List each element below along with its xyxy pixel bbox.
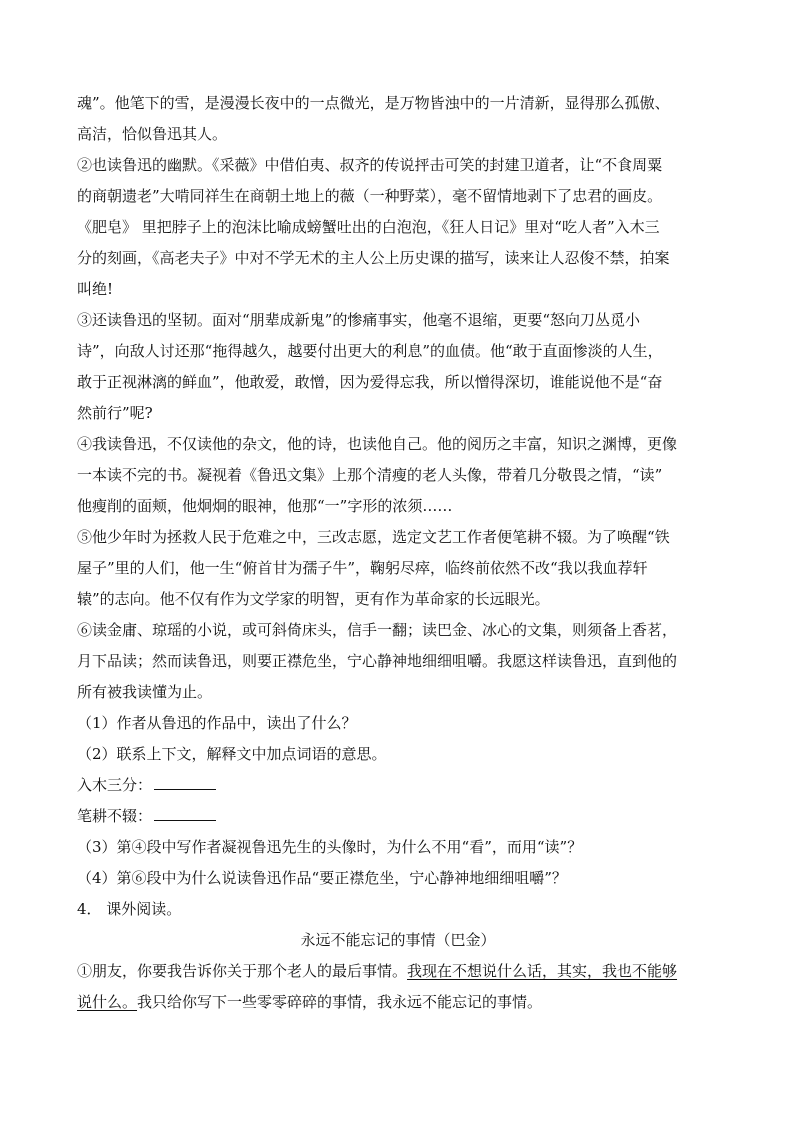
article-text: ①朋友，你要我告诉你关于那个老人的最后事情。: [77, 962, 408, 980]
article-title: 永远不能忘记的事情（巴金）: [300, 931, 496, 949]
paragraph-4-line: ④我读鲁迅，不仅读他的杂文，他的诗，也读他自己。他的阅历之丰富，知识之渊博，更像: [77, 435, 678, 453]
paragraph-5-line: 屋子”里的人们，他一生“俯首甘为孺子牛”，鞠躬尽瘁，临终前依然不改“我以我血荐轩: [77, 559, 648, 577]
paragraph-3-line: 敢于正视淋漓的鲜血”，他敢爱，敢憎，因为爱得忘我，所以憎得深切，谁能说他不是“奋: [77, 373, 663, 391]
term-1-answer-blank[interactable]: [154, 775, 216, 790]
paragraph-2-line: 叫绝!: [77, 280, 114, 298]
term-1-row: [77, 770, 719, 801]
section-4-heading: 4． 课外阅读。: [77, 900, 182, 918]
paragraph-2-line: 分的刻画，《高老夫子》中对不学无术的主人公上历史课的描写，读来让人忍俊不禁，拍案: [77, 249, 670, 267]
term-2-row: [77, 801, 719, 832]
paragraph-4-line: 他瘦削的面颊，他炯炯的眼神，他那“一”字形的浓须……: [77, 497, 453, 515]
paragraph-5-line: 辕”的志向。他不仅有作为文学家的明智，更有作为革命家的长远眼光。: [77, 590, 550, 608]
term-2-answer-blank[interactable]: [154, 806, 216, 821]
paragraph-3-line: ③还读鲁迅的坚韧。面对“朋辈成新鬼”的惨痛事实，他毫不退缩，更要“怒向刀丛觅小: [77, 311, 641, 329]
paragraph-6-line: 月下品读；然而读鲁迅，则要正襟危坐，宁心静神地细细咀嚼。我愿这样读鲁迅，直到他的: [77, 652, 678, 670]
paragraph-6-line: ⑥读金庸、琼瑶的小说，或可斜倚床头，信手一翻；读巴金、冰心的文集，则须备上香茗，: [77, 621, 678, 639]
question-2: （2）联系上下文，解释文中加点词语的意思。: [77, 745, 387, 763]
passage-line: 高洁，恰似鲁迅其人。: [77, 125, 228, 143]
document-page: [77, 88, 719, 1018]
paragraph-3-line: 诗”，向敌人讨还那“拖得越久，越要付出更大的利息”的血债。他“敢于直面惨淡的人生，: [77, 342, 663, 360]
paragraph-5-line: ⑤他少年时为拯救人民于危难之中，三改志愿，选定文艺工作者便笔耕不辍。为了唤醒“铁: [77, 528, 670, 546]
article-paragraph-1-line: [77, 987, 719, 1018]
article-text: 我只给你写下一些零零碎碎的事情，我永远不能忘记的事情。: [137, 993, 543, 1011]
paragraph-2-line: 《肥皂》 里把脖子上的泡沫比喻成螃蟹吐出的白泡泡，《狂人日记》里对“吃人者”入木三: [77, 218, 660, 236]
paragraph-6-line: 所有被我读懂为止。: [77, 683, 213, 701]
article-paragraph-1-line: [77, 956, 719, 987]
paragraph-2-line: ②也读鲁迅的幽默。《采薇》中借伯夷、叔齐的传说抨击可笑的封建卫道者，让“不食周粟: [77, 156, 663, 174]
underlined-sentence: 我现在不想说什么话，其实，我也不能够: [407, 962, 678, 980]
question-4: （4）第⑥段中为什么说读鲁迅作品“要正襟危坐，宁心静神地细细咀嚼”？: [77, 869, 567, 887]
term-1-label: 入木三分：: [77, 776, 153, 794]
question-3: （3）第④段中写作者凝视鲁迅先生的头像时，为什么不用“看”，而用“读”？: [77, 838, 583, 856]
paragraph-4-line: 一本读不完的书。凝视着《鲁迅文集》上那个清瘦的老人头像，带着几分敬畏之情，“读”: [77, 466, 663, 484]
term-2-label: 笔耕不辍：: [77, 807, 153, 825]
underlined-sentence: 说什么。: [77, 993, 138, 1011]
passage-line: 魂”。他笔下的雪，是漫漫长夜中的一点微光，是万物皆浊中的一片清新，显得那么孤傲、: [77, 94, 670, 112]
paragraph-2-line: 的商朝遗老”大啃同祥生在商朝土地上的薇（一种野菜），毫不留情地剥下了忠君的画皮。: [77, 187, 663, 205]
question-1: （1）作者从鲁迅的作品中，读出了什么？: [77, 714, 357, 732]
paragraph-3-line: 然前行”呢?: [77, 404, 153, 422]
